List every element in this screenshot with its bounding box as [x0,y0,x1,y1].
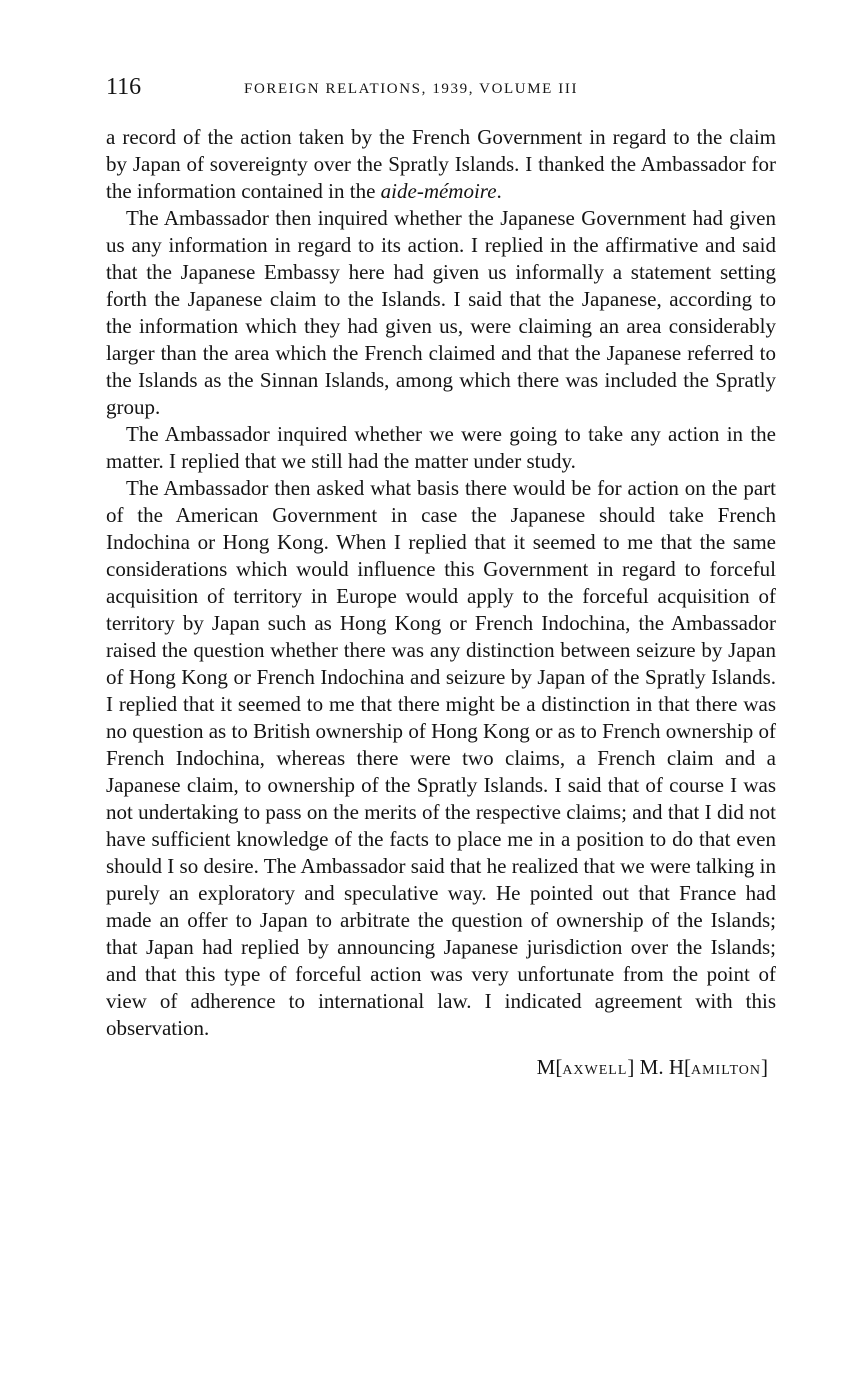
paragraph-1-end: . [496,179,502,203]
paragraph-continued [106,124,776,205]
signature-part-3: ] M. H[ [627,1055,691,1079]
paragraph-4: The Ambassador then asked what basis there would be for action on the part of the American Government in case the Japanese should take French Indochina or Hong Kong. When I replied that it seemed to me that the same considerations which would influence this Government in regard to forceful acquisition of territory in Europe would apply to the forceful acquisition of territory by Japan such as Hong Kong or French Indochina, the Ambassador raised the question whether there was any distinction between seizure by Japan of Hong Kong or French Indochina and seizure by Japan of the Spratly Islands. I replied that it seemed to me that there might be a distinction in that there was no question as to British ownership of Hong Kong or as to French ownership of French Indochina, whereas there were two claims, a French claim and a Japanese claim, to ownership of the Spratly Islands. I said that of course I was not undertaking to pass on the merits of the respective claims; and that I did not have sufficient knowledge of the facts to place me in a position to do that even should I so desire. The Ambassador said that he realized that we were talking in purely an exploratory and speculative way. He pointed out that France had made an offer to Japan to arbitrate the question of ownership of the Islands; that Japan had replied by announcing Japanese jurisdiction over the Islands; and that this type of forceful action was very unfortunate from the point of view of adherence to international law. I indicated agreement with this observation. [106,476,776,1040]
paragraph-3: The Ambassador inquired whether we were going to take any action in the matter. I replied that we still had the matter under study. [106,422,776,473]
paragraph-2: The Ambassador then inquired whether the Japanese Government had given us any information in regard to its action. I replied in the affirmative and said that the Japanese Embassy here had given us informally a statement setting forth the Japanese claim to the Islands. I said that the Japanese, according to the information which they had given us, were claiming an area considerably larger than the area which the French claimed and that the Japanese referred to the Islands as the Sinnan Islands, among which there was included the Spratly group. [106,206,776,419]
signature-part-1: M[ [536,1055,563,1079]
running-head: FOREIGN RELATIONS, 1939, VOLUME III [244,81,579,97]
signature-part-2: AXWELL [562,1063,628,1078]
body-text [106,124,776,1042]
signature-part-4: AMILTON [690,1063,761,1078]
signature [106,1054,776,1084]
paragraph-1-italic: aide-mémoire [380,179,497,203]
document-page [106,72,776,1084]
page-number: 116 [106,74,142,100]
signature-part-5: ] [761,1055,768,1079]
paragraph-1-text: a record of the action taken by the French Government in regard to the claim by Japan of sovereignty over the Spratly Islands. I thanked the Ambassador for the information contained in the [106,125,776,203]
page-header [106,72,776,102]
